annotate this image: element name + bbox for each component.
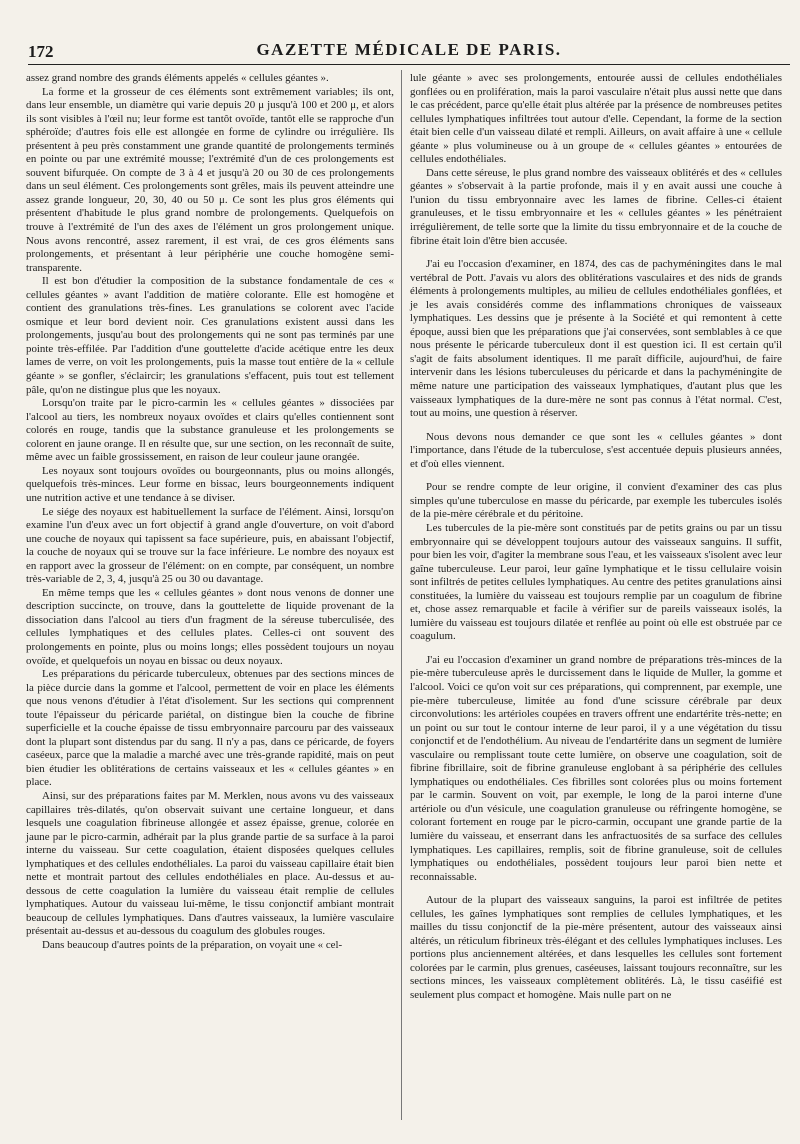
paragraph: Dans beaucoup d'autres points de la préparation, on voyait une « cel- xyxy=(42,939,343,951)
page-number: 172 xyxy=(28,42,54,61)
journal-title: GAZETTE MÉDICALE DE PARIS. xyxy=(256,40,562,59)
paragraph: Les noyaux sont toujours ovoïdes ou bourgeonnants, plus ou moins allongés, quelquefois très-minces. Leur forme en bissac, leurs bourgeonnements indiquent une nutrition active et une tendance à se diviser. xyxy=(26,464,394,504)
paragraph: assez grand nombre des grands éléments appelés « cellules géantes ». xyxy=(26,72,329,84)
paragraph: J'ai eu l'occasion d'examiner, en 1874, des cas de pachyméningites dans le mal vertébral de Pott. J'avais vu alors des oblitérations vasculaires et des nids de grands éléments à prolongements multiples, au milieu de cellules endothéliales gonflées, et je les avais considérés comme des inflammations chroniques de vaisseaux lymphatiques. Les dessins que je présente à la Société et qui remontent à cette époque, aussi bien que les préparations que j'ai conservées, sont semblables à ce que nous présente le péricarde tuberculeux dont il est question ici. Il est certain qu'il s'agit de faits absolument identiques. Il me paraît difficile, aujourd'hui, de faire intervenir dans les lésions tuberculeuses du péricarde et dans la pachyméningite de même nature une participation des vaisseaux lymphatiques, d'autant plus que les vaisseaux lymphatiques de la dure-mère ne sont pas connus à l'état normal. C'est, tout au moins, une question à réserver. xyxy=(410,258,782,420)
paragraph: Lorsqu'on traite par le picro-carmin les « cellules géantes » dissociées par l'alcool au tiers, les nombreux noyaux ovoïdes et clairs qu'elles contiennent sont colorés en rouge, tandis que la substance granuleuse et les prolongements se colorent en jaune orange. Il en résulte que, sur une section, on les reconnaît de suite, même avec un faible grossissement, en raison de leur couleur jaune orangée. xyxy=(26,397,394,464)
left-column xyxy=(26,72,394,953)
page-header xyxy=(28,40,790,65)
paragraph: En même temps que les « cellules géantes » dont nous venons de donner une description succincte, on trouve, dans la gouttelette de liquide provenant de la dissociation dans l'alcool au tiers d'un fragment de la séreuse tuberculisée, des cellules lymphatiques et des cellules plates. Celles-ci ont souvent des prolongements en pointe, plus ou moins longs; elles possèdent toujours un noyau ovoïde, et quelquefois un noyau en bissac ou deux noyaux. xyxy=(26,586,394,667)
paragraph: lule géante » avec ses prolongements, entourée aussi de cellules endothéliales gonflées ou en prolifération, mais la paroi vasculaire n'était plus aussi nette que dans le cas précédent, parce qu'elle était plus altérée par la présence de nombreuses petites cellules lymphatiques infiltrées tout autour d'elle. Cependant, la forme de la section était bien celle d'un vaisseau dilaté et rempli. Ailleurs, on avait affaire à une « cellule géante » plus volumineuse ou à un groupe de « cellules géantes » entourées de cellules endothéliales. xyxy=(410,72,782,166)
paragraph: J'ai eu l'occasion d'examiner un grand nombre de préparations très-minces de la pie-mère tuberculeuse après le durcissement dans le liquide de Muller, la gomme et l'alcool. Voici ce qu'on voit sur ces préparations, qui comprennent, par exemple, une pie-mère tuberculeuse, limitée au fond d'une scissure cérébrale par deux circonvolutions: les artérioles coupées en travers offrent une endartérite très-nette; en un point ou sur tout le contour interne de leur paroi, il y a une végétation du tissu conjonctif et de l'endothélium. Au niveau de l'endartérite dans un segment de lumière vasculaire ou remplissant toute cette lumière, on observe une coagulation, soit de fibrine fibrillaire, soit de fibrine granuleuse englobant à sa périphérie des cellules lymphatiques ou endothéliales. Ces fibrilles sont colorées plus ou moins fortement par le carmin. Souvent on voit, par exemple, le long de la paroi interne d'une artériole ou d'un vésicule, une coagulation granuleuse ou réfringente homogène, se colorant fortement en rouge par le picro-carmin, occupant une grande partie de la lumière du vaisseau, et enserrant dans les anfractuosités de sa surface des cellules lymphatiques. Les capillaires, remplis, soit de fibrine granuleuse, soit de cellules lymphatiques ou endothéliales, possèdent toujours leur paroi bien nette et reconnaissable. xyxy=(410,653,782,883)
paragraph: Les tubercules de la pie-mère sont constitués par de petits grains ou par un tissu embryonnaire qui se développent toujours autour des vaisseaux sanguins. Il suffit, pour bien les voir, d'agiter la membrane sous l'eau, et les vaisseaux s'isolent avec leur gaîne tuberculeuse. Leur paroi, leur gaîne lymphatique et le tissu cellulaire voisin sont infiltrés de petites cellules lymphatiques. Au centre des petites granulations ainsi constituées, la lumière du vaisseau est toujours remplie par un coagulum de fibrine et, chose assez remarquable et facile à vérifier sur de pareils vaisseaux isolés, la lumière du vaisseau est toujours dilatée et renflée au point où elle est obstruée par ce coagulum. xyxy=(410,521,783,643)
paragraph: Pour se rendre compte de leur origine, il convient d'examiner des cas plus simples qu'une tuberculose en masse du péricarde, par exemple les tubercules isolés de la pie-mère cérébrale et du péritoine. xyxy=(410,481,782,521)
paragraph: Autour de la plupart des vaisseaux sanguins, la paroi est infiltrée de petites cellules, les gaînes lymphatiques sont remplies de cellules lymphatiques, et les mailles du tissu conjonctif de la pie-mère présentent, autour des vaisseaux ainsi altérés, un réticulum fibrineux très-élégant et des cellules lymphatiques incluses. Les portions plus anciennement altérées, et dans lesquelles les cellules sont fortement colorées par le carmin, plus grenues, caséeuses, laissant toujours reconnaître, sur les sections minces, les vaisseaux complètement oblitérés. Là, le tissu caséifié est seulement plus compact et homogène. Mais nulle part on ne xyxy=(410,894,782,1001)
paragraph: Dans cette séreuse, le plus grand nombre des vaisseaux oblitérés et des « cellules géantes » s'observait à la partie profonde, mais il y en avait aussi une couche à l'union du tissu embryonnaire avec les lames de fibrine. Celles-ci étaient granuleuses, et le tissu embryonnaire et les « cellules géantes » les pénétraient irrégulièrement, de telle sorte que la limite du tissu embryonnaire et de la couche de fibrine était loin d'être bien accusée. xyxy=(410,166,782,247)
column-divider xyxy=(401,70,402,1120)
paragraph: Nous devons nous demander ce que sont les « cellules géantes » dont l'importance, dans l'étude de la tuberculose, s'est accentuée depuis plusieurs années, et d'où elles viennent. xyxy=(410,430,782,470)
paragraph: Il est bon d'étudier la composition de la substance fondamentale de ces « cellules géantes » avant l'addition de matière colorante. Elle est homogène et contient des granulations très-fines. Les granulations se colorent avec l'acide osmique et leur bord devient noir. Ces granulations existent aussi dans les prolongements, jusqu'au bout des prolongements qui ne sont pas terminés par une pointe très-effilée. Par l'addition d'une gouttelette d'acide acétique entre les deux lames de verre, on voit les prolongements, puis la masse tout entière de la « cellule géante » se gonfler, s'éclaircir; les granulations s'effacent, puis tout est tellement pâle, qu'on ne distingue plus que les noyaux. xyxy=(26,275,394,396)
paragraph: Le siége des noyaux est habituellement la surface de l'élément. Ainsi, lorsqu'on examine l'un d'eux avec un fort objectif à grand angle d'ouverture, on voit d'abord une couche de noyaux qui tapissent sa face supérieure, puis, en abaissant l'objectif, la couche de noyaux qui se trouve sur la face inférieure. Le nombre des noyaux est en rapport avec la grosseur de l'élément: on en compte, par conséquent, un nombre très-variable de 2, 3, 4, jusqu'à 25 ou 30 ou davantage. xyxy=(26,505,394,586)
paragraph: Ainsi, sur des préparations faites par M. Merklen, nous avons vu des vaisseaux capillaires très-dilatés, qu'on observait suivant une certaine longueur, et dans lesquels une coagulation fibrineuse allongée et assez épaisse, grenue, colorée en jaune par le picro-carmin, adhérait par la plus grande partie de sa surface à la paroi interne du vaisseau. Sur cette coagulation, étaient disposées quelques cellules lymphatiques et des cellules endothéliales. La paroi du vaisseau capillaire était bien nette et montrait partout des cellules endothéliales en place. Au-dessus et au-dessous de cette coagulation la lumière du vaisseau était remplie de cellules lymphatiques. Autour du vaisseau lui-même, le tissu conjonctif ambiant montrait beaucoup de cellules lymphatiques. Dans d'autres vaisseaux, la lumière vasculaire présentait au-dessus et au-dessous du coagulum des globules rouges. xyxy=(26,789,394,938)
paragraph: La forme et la grosseur de ces éléments sont extrêmement variables; ils ont, dans leur ensemble, un diamètre qui varie depuis 20 μ jusqu'à 100 et 200 μ, et alors ils sont visibles à l'œil nu; leur forme est tantôt ovoïde, tantôt elle se rapproche d'un sphéroïde; d'autres fois elle est allongée en forme de cylindre ou irrégulière. Ils présentent à peu près constamment une grande quantité de prolongements terminés en pointe ou par une extrémité mousse; l'extrémité d'un de ces prolongements est souvent bifurquée. On compte de 3 à 4 et jusqu'à 20 ou 30 de ces prolongements dans un seul élément. Ces prolongements sont grêles, mais ils peuvent atteindre une assez grande longueur, 20, 30, 40 ou 50 μ. Ce sont les plus gros éléments qui présentent d'habitude le plus grand nombre de prolongements. Quelquefois on trouve à l'extrémité de l'un des axes de l'élément un gros prolongement unique. Nous avons rencontré, assez rarement, il est vrai, de ces gros éléments sans prolongements, et présentant à leur périphérie une couche homogène semi-transparente. xyxy=(26,85,394,274)
right-column xyxy=(410,72,782,1003)
paragraph: Les préparations du péricarde tuberculeux, obtenues par des sections minces de la pièce durcie dans la gomme et l'alcool, permettent de voir en place les éléments que nous venons d'étudier à l'état d'isolement. Sur les sections qui comprennent toute l'épaisseur du péricarde pariétal, on distingue bien la couche de fibrine superficielle et la couche épaisse de tissu embryonnaire parcouru par des vaisseaux dont la plupart sont distendus par du sang. Il n'y a pas, dans ce péricarde, de foyers caséeux, parce que la maladie a marché avec une très-grande rapidité, mais on peut bien étudier les oblitérations de certains vaisseaux et les « cellules géantes » en place. xyxy=(26,668,394,789)
